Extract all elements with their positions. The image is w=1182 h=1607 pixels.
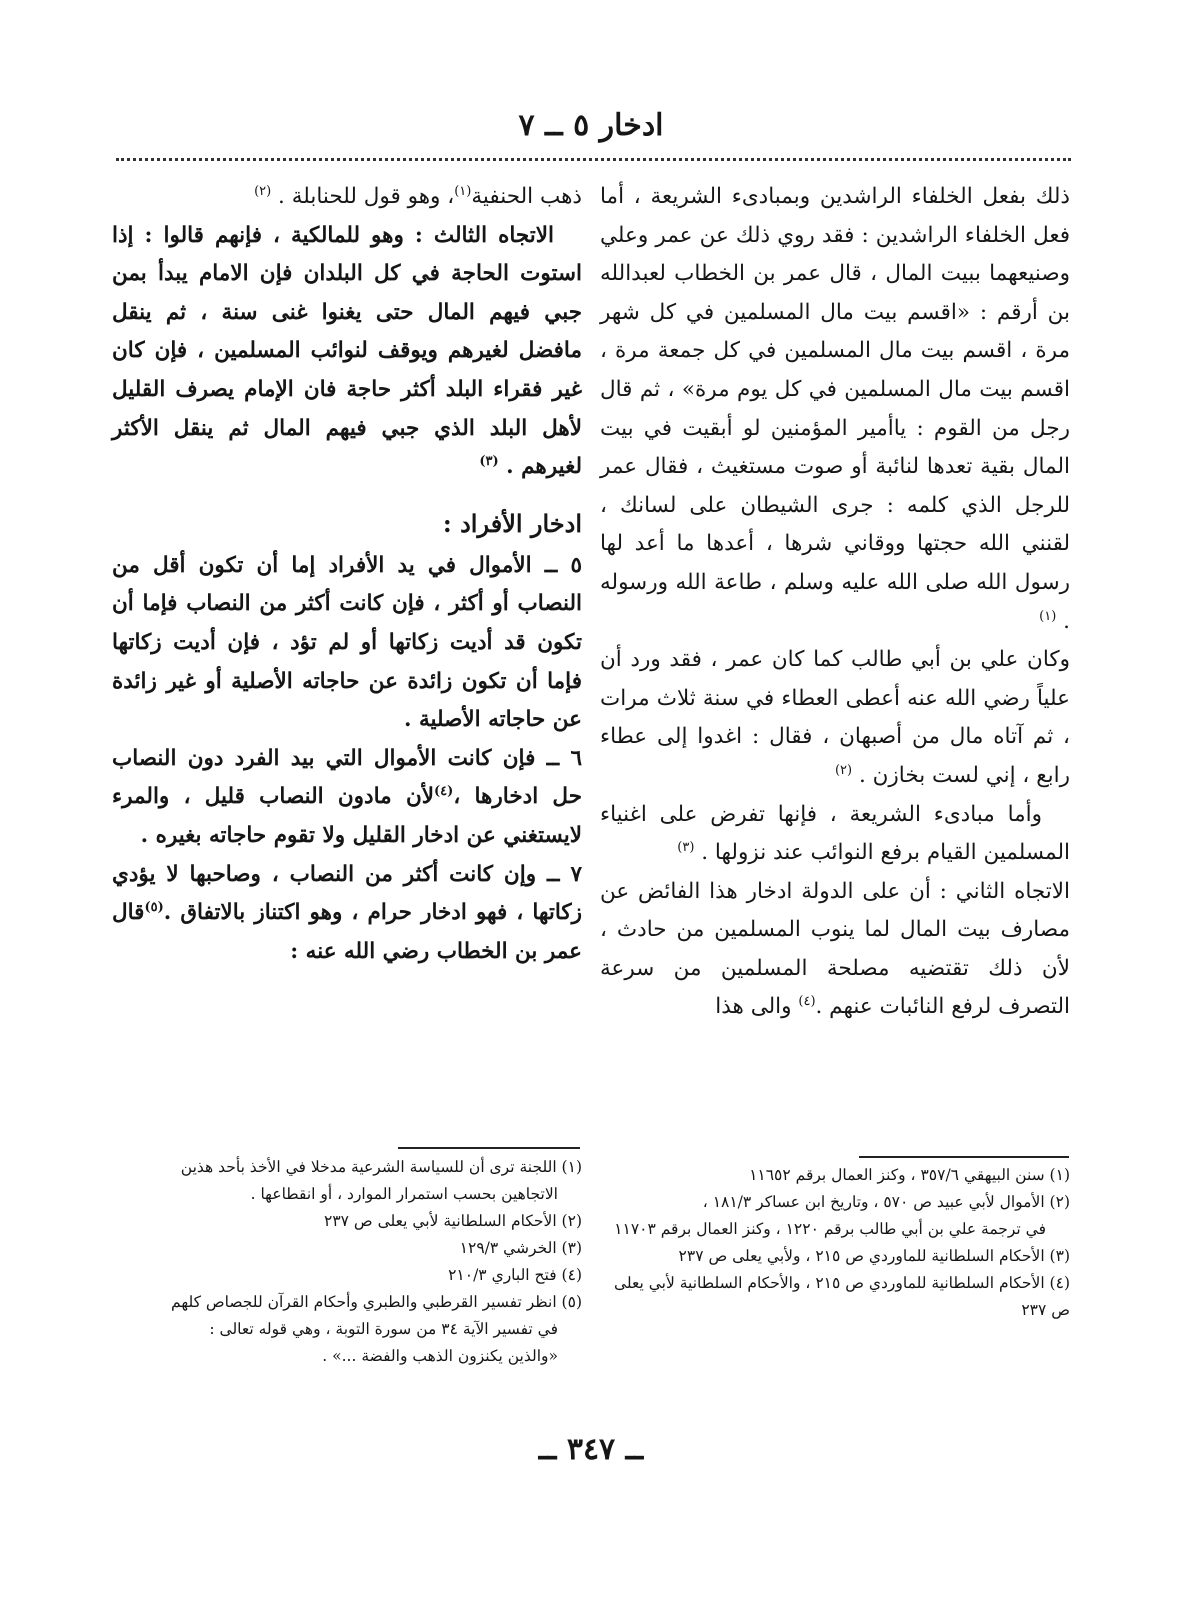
- right-column: [600, 178, 1070, 1027]
- footnote-ref: (٣): [479, 454, 499, 469]
- footnote-ref: (٢): [834, 762, 853, 778]
- footnote-ref: (٤): [434, 784, 454, 800]
- left-paragraph-2: [112, 217, 582, 487]
- footnote-left-5-cont: في تفسير الآية ٣٤ من سورة التوبة ، وهي قوله تعالى :: [209, 1320, 558, 1338]
- footnote-right-3: (٣) الأحكام السلطانية للماوردي ص ٢١٥ ، ولأبي يعلى ص ٢٣٧: [678, 1247, 1070, 1265]
- footnote-left-5-cont2: «والذين يكنزون الذهب والفضة ...» .: [322, 1347, 558, 1365]
- right-paragraph-3-text: وأما مبادىء الشريعة ، فإنها تفرض على اغنياء المسلمين القيام برفع النوائب عند نزولها .: [600, 801, 1070, 866]
- left-column: [112, 178, 582, 971]
- footnote-left-1-cont: الاتجاهين بحسب استمرار الموارد ، أو انقطاعها .: [250, 1185, 558, 1203]
- footnote-divider-right: [859, 1156, 1069, 1158]
- footnote-ref: (١): [1039, 608, 1057, 624]
- footnote-right-4: (٤) الأحكام السلطانية للماوردي ص ٢١٥ ، والأحكام السلطانية لأبي يعلى ص ٢٣٧: [613, 1274, 1070, 1319]
- footnote-left-2: (٢) الأحكام السلطانية لأبي يعلى ص ٢٣٧: [324, 1212, 582, 1230]
- right-paragraph-1-text: ذلك بفعل الخلفاء الراشدين وبمبادىء الشريعة ، أما فعل الخلفاء الراشدين : فقد روي ذلك عن عمر وعلي وصنيعهما ببيت المال ، قال عمر بن الخطاب لعبدالله بن أرقم : «اقسم بيت مال المسلمين في كل شهر مرة ، اقسم بيت مال المسلمين في كل جمعة مرة ، اقسم بيت مال المسلمين في كل يوم مرة» ، ثم قال رجل من القوم : ياأمير المؤمنين لو أبقيت في بيت المال بقية تعدها لنائبة أو صوت مستغيث ، فقال عمر للرجل الذي كلمه : جرى الشيطان على لسانك ، لقنني الله حجتها ووقاني شرها ، أعدها ما أعد لها رسول الله صلى الله عليه وسلم ، طاعة الله ورسوله .: [600, 184, 1070, 634]
- footnote-left-5: (٥) انظر تفسير القرطبي والطبري وأحكام القرآن للجصاص كلهم: [171, 1293, 582, 1311]
- left-paragraph-7: [112, 856, 582, 972]
- left-paragraph-1-text: ذهب الحنفية: [471, 184, 582, 209]
- page-header-title: ادخار ٥ ــ ٧: [518, 108, 664, 143]
- footnote-right-2-cont: في ترجمة علي بن أبي طالب برقم ١٢٢٠ ، وكنز العمال برقم ١١٧٠٣: [614, 1220, 1046, 1238]
- right-paragraph-1: [600, 178, 1070, 641]
- page-number: ــ ٣٤٧ ــ: [538, 1432, 644, 1467]
- footnote-right-2: (٢) الأموال لأبي عبيد ص ٥٧٠ ، وتاريخ ابن عساكر ١٨١/٣ ،: [702, 1193, 1070, 1211]
- section-heading: ادخار الأفراد :: [442, 508, 582, 538]
- right-paragraph-2-text: وكان علي بن أبي طالب كما كان عمر ، فقد ورد أن علياً رضي الله عنه أعطى العطاء في سنة ثلاث مرات ، ثم آتاه مال من أصبهان ، فقال : اغدوا إلى عطاء رابع ، إني لست بخازن .: [600, 647, 1070, 788]
- left-paragraph-5: ٥ ــ الأموال في يد الأفراد إما أن تكون أقل من النصاب أو أكثر ، فإن كانت أكثر من النصاب فإما أن تكون قد أديت زكاتها أو لم تؤد ، فإن أديت زكاتها فإما أن تكون زائدة عن حاجاته الأصلية أو غير زائدة عن حاجاته الأصلية .: [112, 552, 582, 733]
- right-paragraph-4-tail: والى هذا: [715, 994, 792, 1020]
- right-paragraph-4: [600, 873, 1070, 1027]
- footnote-left-3: (٣) الخرشي ١٢٩/٣: [459, 1239, 582, 1257]
- footnote-divider-left: [398, 1147, 580, 1149]
- footnote-left-1: (١) اللجنة ترى أن للسياسة الشرعية مدخلا في الأخذ بأحد هذين: [180, 1158, 582, 1176]
- right-paragraph-2: [600, 641, 1070, 795]
- left-paragraph-7-a: ٧ ــ وإن كانت أكثر من النصاب ، وصاحبها لا يؤدي زكاتها ، فهو ادخار حرام ، وهو اكتناز بالاتفاق .: [112, 861, 582, 926]
- right-paragraph-4-text: الاتجاه الثاني : أن على الدولة ادخار هذا الفائض عن مصارف بيت المال لما ينوب المسلمين من حادث ، لأن ذلك تقتضيه مصلحة المسلمين من سرعة التصرف لرفع النائبات عنهم .: [600, 878, 1070, 1020]
- footnote-ref: (٤): [798, 994, 816, 1010]
- left-paragraph-6-a: ٦ ــ فإن كانت الأموال التي بيد الفرد دون النصاب حل ادخارها ،: [112, 745, 582, 810]
- left-paragraph-2-text: الاتجاه الثالث : وهو للمالكية ، فإنهم قالوا : إذا استوت الحاجة في كل البلدان فإن الامام يبدأ بمن جبي فيهم المال حتى يغنوا غنى سنة ، ثم ينقل مافضل لغيرهم ويوقف لنوائب المسلمين ، فإن كان غير فقراء البلد أكثر حاجة فان الإمام يصرف القليل لأهل البلد الذي جبي فيهم المال ثم ينقل الأكثر لغيرهم .: [112, 222, 582, 480]
- left-paragraph-1-mid: ، وهو قول للحنابلة .: [278, 184, 455, 209]
- left-paragraph-7-b: قال عمر بن الخطاب رضي الله عنه :: [112, 900, 582, 964]
- footnotes-right: [600, 1162, 1070, 1324]
- footnote-right-1: (١) سنن البيهقي ٣٥٧/٦ ، وكنز العمال برقم ١١٦٥٢: [749, 1166, 1070, 1184]
- footnote-left-4: (٤) فتح الباري ٢١٠/٣: [448, 1266, 582, 1284]
- footnote-ref: (١): [454, 183, 472, 199]
- right-paragraph-3: [600, 796, 1070, 873]
- footnote-ref: (٢): [254, 183, 272, 199]
- header-dotted-divider: [116, 158, 1071, 161]
- left-paragraph-6: [112, 740, 582, 856]
- footnotes-left: [112, 1154, 582, 1370]
- footnote-ref: (٣): [677, 839, 695, 855]
- left-paragraph-6-b: لأن مادون النصاب قليل ، والمرء لايستغني عن ادخار القليل ولا تقوم حاجاته بغيره .: [112, 784, 582, 848]
- left-paragraph-1: [112, 178, 582, 217]
- footnote-ref: (٥): [144, 899, 164, 915]
